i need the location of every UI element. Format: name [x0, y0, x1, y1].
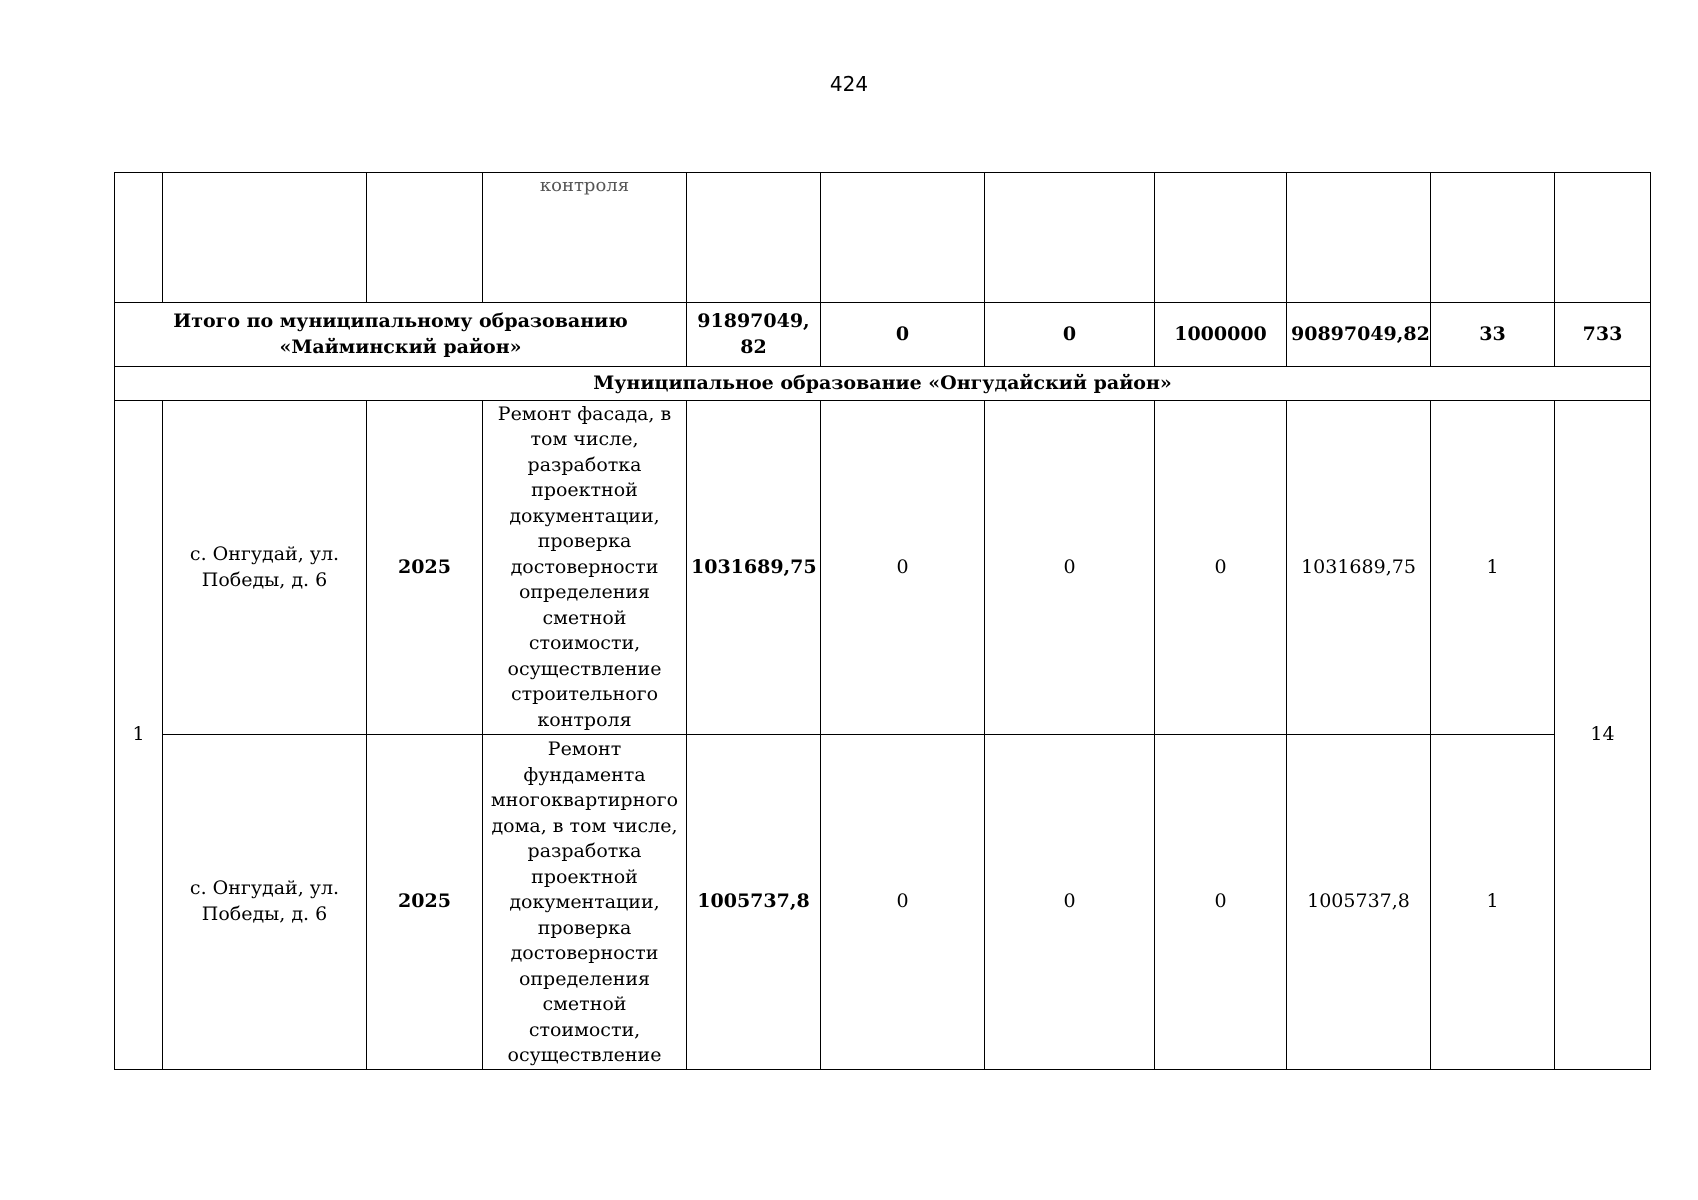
- group-number: 1: [115, 401, 163, 1070]
- row-address: с. Онгудай, ул. Победы, д. 6: [163, 735, 367, 1070]
- subtotal-label: Итого по муниципальному образованию «Майминский район»: [115, 303, 687, 367]
- row-year: 2025: [367, 735, 483, 1070]
- cell-number: [115, 173, 163, 303]
- cell-col7: [1555, 173, 1651, 303]
- cell-col4: [1155, 173, 1287, 303]
- subtotal-col2: 0: [821, 303, 985, 367]
- cell-total: [687, 173, 821, 303]
- row-col5: 1005737,8: [1287, 735, 1431, 1070]
- table-row: [115, 735, 1651, 1070]
- row-year: 2025: [367, 401, 483, 735]
- continuation-row: [115, 173, 1651, 303]
- row-col3: 0: [985, 401, 1155, 735]
- row-total: 1005737,8: [687, 735, 821, 1070]
- row-address: с. Онгудай, ул. Победы, д. 6: [163, 401, 367, 735]
- subtotal-col7: 733: [1555, 303, 1651, 367]
- cell-col2: [821, 173, 985, 303]
- cell-col3: [985, 173, 1155, 303]
- cell-col6: [1431, 173, 1555, 303]
- continuation-work-text: контроля: [539, 175, 630, 196]
- row-work: Ремонт фасада, в том числе, разработка проектной документации, проверка достоверности определения сметной стоимости, осуществление строительного контроля: [483, 401, 687, 735]
- row-col5: 1031689,75: [1287, 401, 1431, 735]
- group-last-value: 14: [1555, 401, 1651, 1070]
- table-row: [115, 401, 1651, 735]
- section-header: Муниципальное образование «Онгудайский район»: [115, 367, 1651, 401]
- row-col3: 0: [985, 735, 1155, 1070]
- row-col2: 0: [821, 735, 985, 1070]
- page-number: 424: [829, 72, 869, 96]
- row-col2: 0: [821, 401, 985, 735]
- subtotal-col4: 1000000: [1155, 303, 1287, 367]
- row-col4: 0: [1155, 735, 1287, 1070]
- cell-address: [163, 173, 367, 303]
- row-total: 1031689,75: [687, 401, 821, 735]
- row-work: Ремонт фундамента многоквартирного дома, в том числе, разработка проектной документации, проверка достоверности определения сметной стоимости, осуществление: [483, 735, 687, 1070]
- works-table: [114, 172, 1651, 1070]
- cell-col5: [1287, 173, 1431, 303]
- subtotal-col6: 33: [1431, 303, 1555, 367]
- section-header-row: [115, 367, 1651, 401]
- subtotal-row: [115, 303, 1651, 367]
- subtotal-col5: 90897049,82: [1287, 303, 1431, 367]
- subtotal-total: 91897049,82: [687, 303, 821, 367]
- cell-work: [483, 173, 687, 303]
- cell-year: [367, 173, 483, 303]
- subtotal-col3: 0: [985, 303, 1155, 367]
- row-col6: 1: [1431, 401, 1555, 735]
- row-col4: 0: [1155, 401, 1287, 735]
- row-col6: 1: [1431, 735, 1555, 1070]
